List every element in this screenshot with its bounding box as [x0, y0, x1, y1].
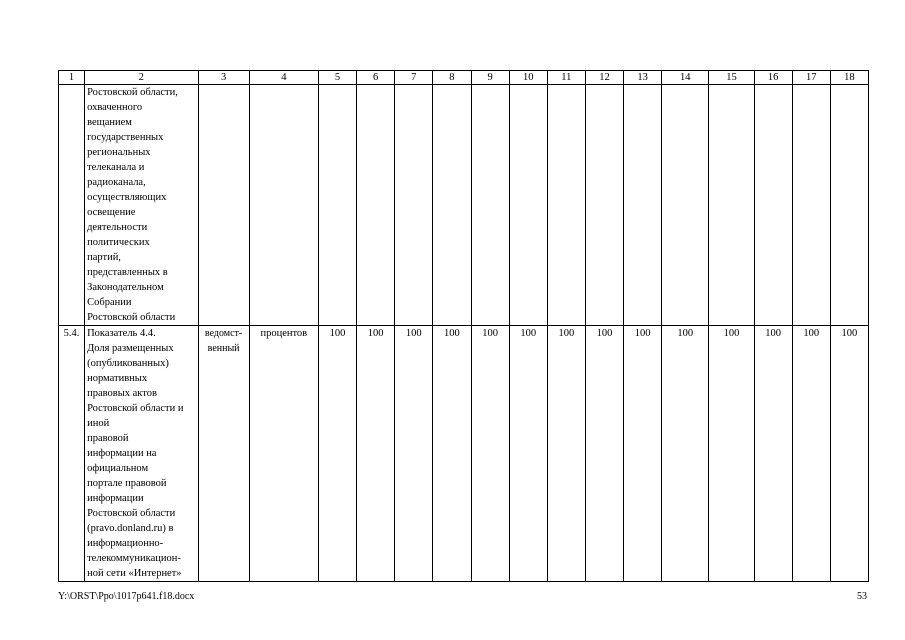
value-cell: 100: [471, 326, 509, 582]
type-cell: ведомст- венный: [198, 326, 249, 582]
header-cell: 2: [85, 71, 198, 85]
footer-page-number: 53: [857, 591, 867, 602]
header-cell: 9: [471, 71, 509, 85]
number-cell: 5.4.: [59, 326, 85, 582]
indicator-table: [58, 70, 869, 582]
description-cell: Ростовской области, охваченного вещанием государственных региональных телеканала и радиоканала, осуществляющих освещение деятельности политических партий, представленных в Законодательном Собрании Ростовской области: [85, 85, 198, 326]
header-cell: 1: [59, 71, 85, 85]
header-cell: 4: [249, 71, 318, 85]
value-cell: 100: [395, 326, 433, 582]
type-cell: [198, 85, 249, 326]
value-cell: [433, 85, 471, 326]
value-cell: [624, 85, 662, 326]
value-cell: 100: [433, 326, 471, 582]
header-cell: 8: [433, 71, 471, 85]
value-cell: 100: [509, 326, 547, 582]
value-cell: [471, 85, 509, 326]
value-cell: 100: [709, 326, 754, 582]
header-cell: 11: [547, 71, 585, 85]
value-cell: [709, 85, 754, 326]
header-cell: 6: [357, 71, 395, 85]
unit-cell: [249, 85, 318, 326]
value-cell: [357, 85, 395, 326]
value-cell: 100: [547, 326, 585, 582]
unit-cell: процентов: [249, 326, 318, 582]
header-cell: 5: [318, 71, 356, 85]
header-cell: 7: [395, 71, 433, 85]
header-cell: 15: [709, 71, 754, 85]
header-row: [59, 71, 869, 85]
header-cell: 16: [754, 71, 792, 85]
value-cell: [754, 85, 792, 326]
value-cell: 100: [830, 326, 868, 582]
value-cell: 100: [624, 326, 662, 582]
footer-file-path: Y:\ORST\Ppo\1017p641.f18.docx: [58, 591, 195, 602]
value-cell: 100: [585, 326, 623, 582]
number-cell: [59, 85, 85, 326]
description-cell: Показатель 4.4. Доля размещенных (опубликованных) нормативных правовых актов Ростовской области и иной правовой информации на официальном портале правовой информации Ростовской области (pravo.donland.ru) в информационно- телекоммуникацион- ной сети «Интернет»: [85, 326, 198, 582]
value-cell: [585, 85, 623, 326]
value-cell: [662, 85, 709, 326]
header-cell: 17: [792, 71, 830, 85]
value-cell: [830, 85, 868, 326]
header-cell: 3: [198, 71, 249, 85]
value-cell: [395, 85, 433, 326]
header-cell: 12: [585, 71, 623, 85]
value-cell: [509, 85, 547, 326]
header-cell: 13: [624, 71, 662, 85]
value-cell: 100: [754, 326, 792, 582]
value-cell: [318, 85, 356, 326]
value-cell: 100: [792, 326, 830, 582]
value-cell: [792, 85, 830, 326]
header-cell: 14: [662, 71, 709, 85]
table-row: [59, 326, 869, 582]
value-cell: 100: [357, 326, 395, 582]
header-cell: 10: [509, 71, 547, 85]
header-cell: 18: [830, 71, 868, 85]
value-cell: 100: [662, 326, 709, 582]
table-row: [59, 85, 869, 326]
value-cell: [547, 85, 585, 326]
value-cell: 100: [318, 326, 356, 582]
